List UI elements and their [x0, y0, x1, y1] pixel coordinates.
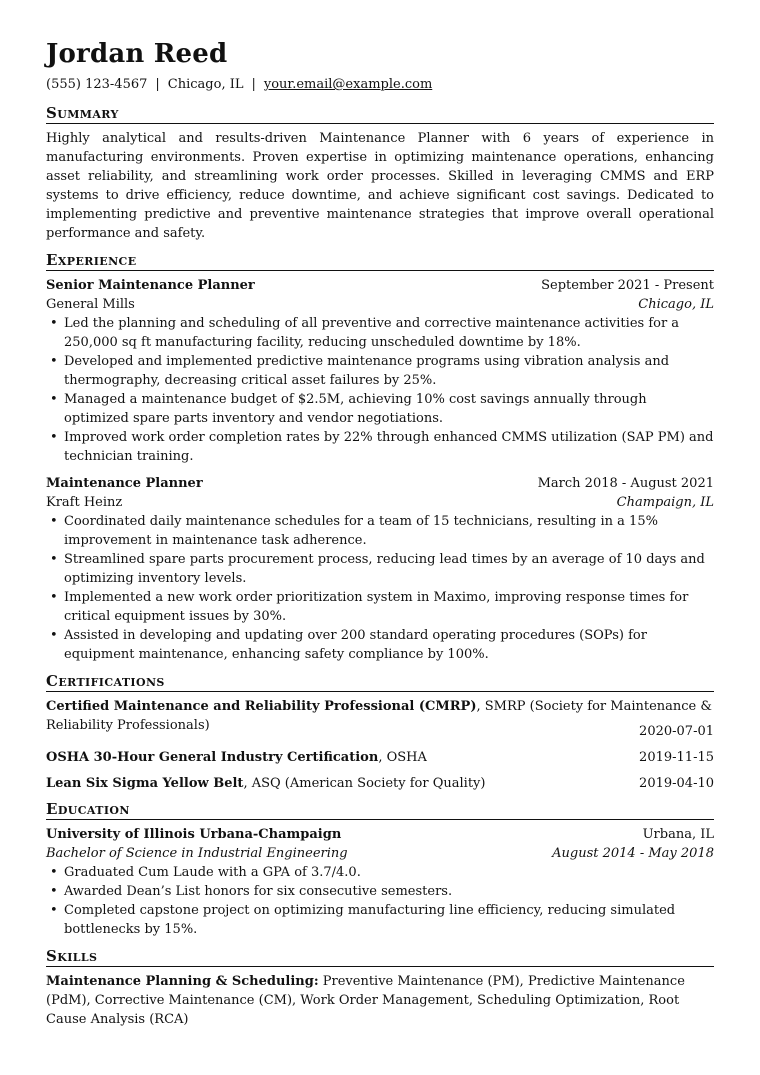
degree: Bachelor of Science in Industrial Engineering	[46, 846, 348, 861]
section-title-summary: Summary	[46, 104, 714, 124]
education-bullets	[46, 863, 714, 939]
job-company: General Mills	[46, 297, 135, 312]
section-title-skills: Skills	[46, 947, 714, 967]
bullet-item: • Implemented a new work order prioritization system in Maximo, improving response times for critical equipment issues by 30%.	[46, 588, 714, 626]
bullet-item: • Graduated Cum Laude with a GPA of 3.7/4.0.	[46, 863, 714, 882]
skills-entry	[46, 972, 714, 1029]
cert-issuer: , ASQ (American Society for Quality)	[243, 776, 486, 791]
education-entry	[46, 825, 714, 939]
bullet-item: • Completed capstone project on optimizing manufacturing line efficiency, reducing simulated bottlenecks by 15%.	[46, 901, 714, 939]
bullet-item: • Developed and implemented predictive maintenance programs using vibration analysis and thermography, decreasing critical asset failures by 25%.	[46, 352, 714, 390]
cert-name: Certified Maintenance and Reliability Professional (CMRP)	[46, 699, 477, 714]
job-dates: September 2021 - Present	[541, 278, 714, 293]
certification-entry	[46, 774, 714, 793]
certification-entry	[46, 748, 714, 767]
cert-date: 2019-04-10	[639, 776, 714, 791]
job-role: Maintenance Planner	[46, 476, 203, 491]
job-location: Champaign, IL	[616, 495, 714, 510]
bullet-item: • Assisted in developing and updating over 200 standard operating procedures (SOPs) for equipment maintenance, enhancing safety compliance by 100%.	[46, 626, 714, 664]
contact-separator: |	[251, 77, 256, 92]
section-title-certifications: Certifications	[46, 672, 714, 692]
certification-entry	[46, 697, 714, 741]
bullet-item: • Coordinated daily maintenance schedules for a team of 15 technicians, resulting in a 15% improvement in maintenance task adherence.	[46, 512, 714, 550]
bullet-item: • Improved work order completion rates by 22% through enhanced CMMS utilization (SAP PM) and technician training.	[46, 428, 714, 466]
cert-name: Lean Six Sigma Yellow Belt	[46, 776, 244, 791]
job-dates: March 2018 - August 2021	[537, 476, 714, 491]
section-title-experience: Experience	[46, 251, 714, 271]
section-title-education: Education	[46, 800, 714, 820]
cert-date: 2019-11-15	[639, 750, 714, 765]
phone: (555) 123-4567	[46, 77, 148, 92]
job-entry	[46, 474, 714, 664]
job-company: Kraft Heinz	[46, 495, 123, 510]
contact-separator: |	[155, 77, 160, 92]
cert-date: 2020-07-01	[639, 724, 714, 739]
job-role: Senior Maintenance Planner	[46, 278, 255, 293]
bullet-item: • Streamlined spare parts procurement process, reducing lead times by an average of 10 days and optimizing inventory levels.	[46, 550, 714, 588]
skill-category: Maintenance Planning & Scheduling:	[46, 974, 319, 989]
school-name: University of Illinois Urbana-Champaign	[46, 827, 342, 842]
job-location: Chicago, IL	[638, 297, 714, 312]
bullet-item: • Managed a maintenance budget of $2.5M, achieving 10% cost savings annually through optimized spare parts inventory and vendor negotiations.	[46, 390, 714, 428]
email-link[interactable]: your.email@example.com	[263, 77, 433, 92]
cert-issuer: , SMRP (Society for Maintenance & Reliability Professionals)	[46, 699, 712, 733]
cert-issuer: , OSHA	[378, 750, 427, 765]
job-bullets	[46, 512, 714, 664]
location: Chicago, IL	[167, 77, 244, 92]
bullet-item: • Awarded Dean’s List honors for six consecutive semesters.	[46, 882, 714, 901]
candidate-name: Jordan Reed	[46, 39, 228, 69]
skill-list: Preventive Maintenance (PM), Predictive Maintenance (PdM), Corrective Maintenance (CM), Work Order Management, Scheduling Optimization, Root Cause Analysis (RCA)	[46, 974, 685, 1027]
cert-name: OSHA 30-Hour General Industry Certification	[46, 750, 379, 765]
job-bullets	[46, 314, 714, 466]
education-dates: August 2014 - May 2018	[552, 846, 714, 861]
bullet-item: • Led the planning and scheduling of all preventive and corrective maintenance activities for a 250,000 sq ft manufacturing facility, reducing unscheduled downtime by 18%.	[46, 314, 714, 352]
job-entry	[46, 276, 714, 466]
school-location: Urbana, IL	[642, 827, 714, 842]
contact-line	[46, 76, 714, 94]
summary-text: Highly analytical and results-driven Maintenance Planner with 6 years of experience in manufacturing environments. Proven expertise in optimizing maintenance operations, enhancing asset reliability, and streamlining work order processes. Skilled in leveraging CMMS and ERP systems to drive efficiency, reduce downtime, and achieve significant cost savings. Dedicated to implementing predictive and preventive maintenance strategies that improve overall operational performance and safety.	[46, 131, 714, 241]
